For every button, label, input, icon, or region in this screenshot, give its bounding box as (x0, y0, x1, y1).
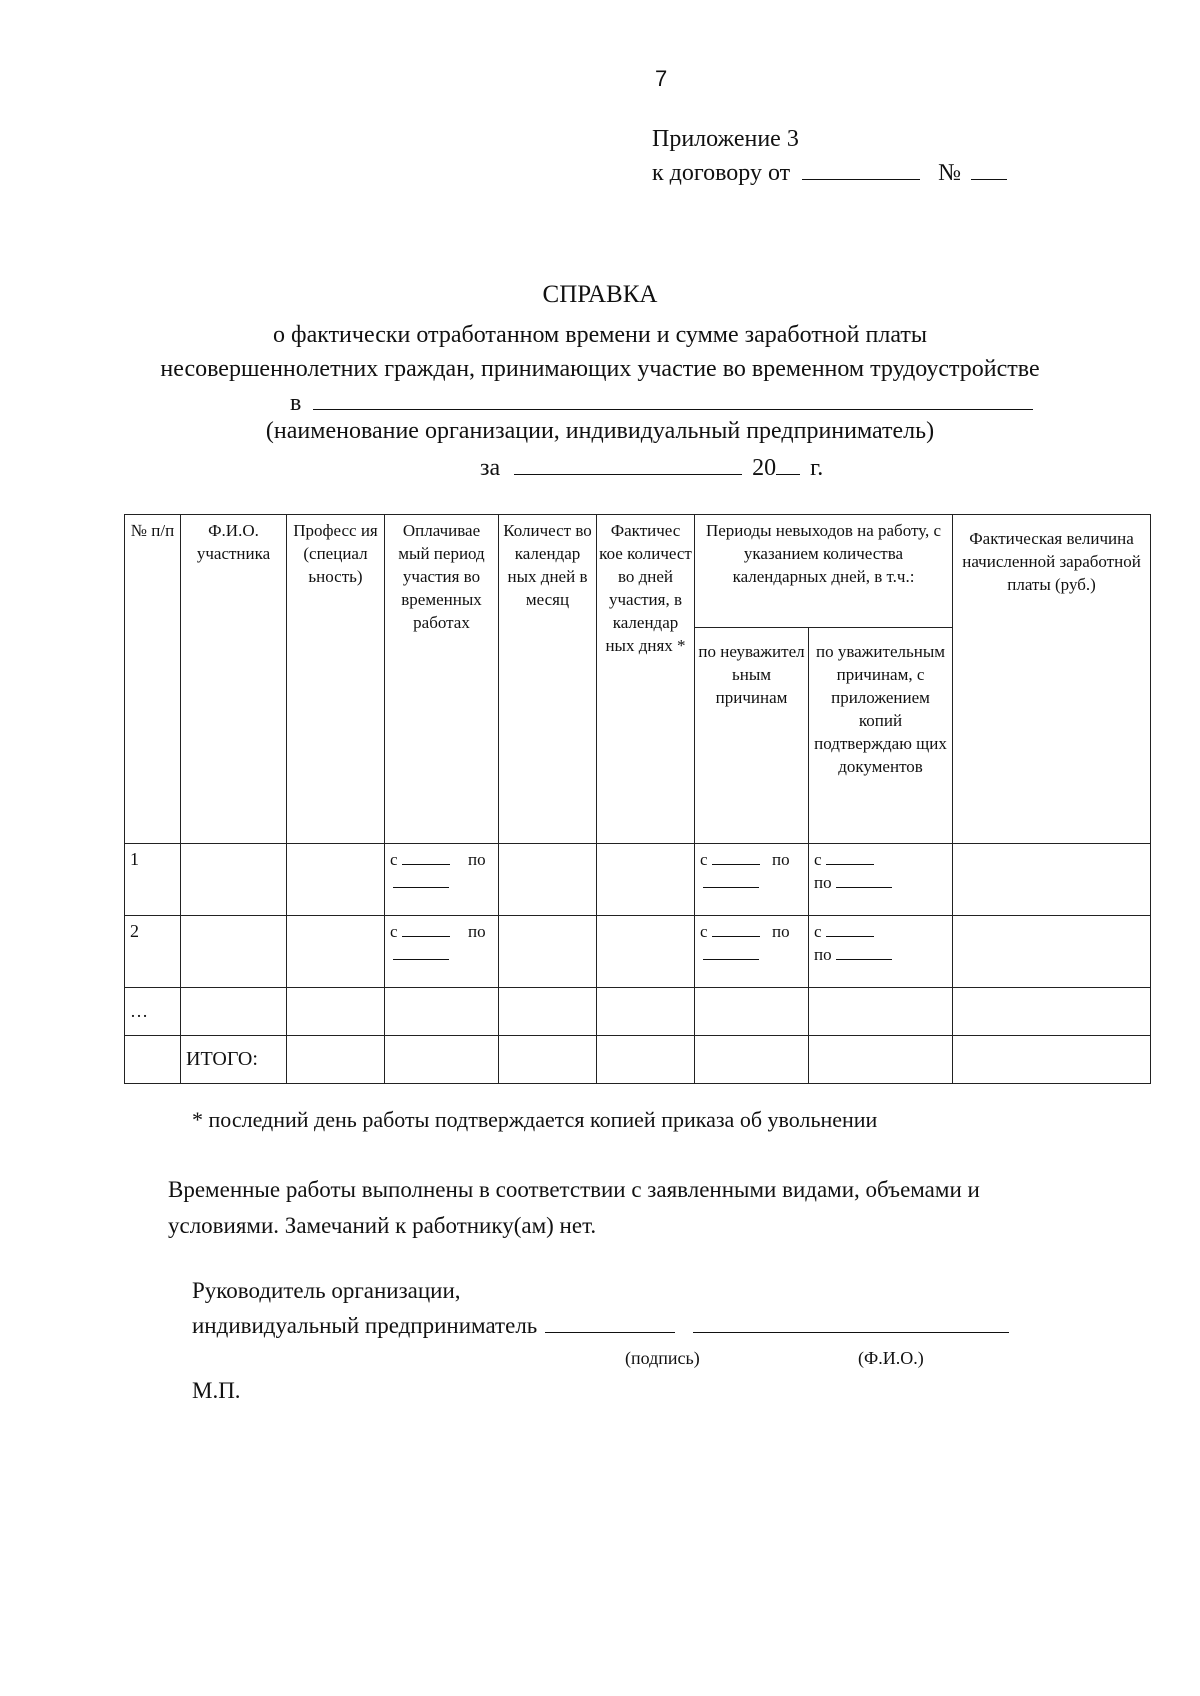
fio-cell[interactable] (181, 916, 287, 988)
header-absences-unexcused: по неуважител ьным причинам (695, 628, 809, 844)
total-cell[interactable] (385, 1036, 499, 1084)
empty-cell[interactable] (597, 988, 695, 1036)
document-title: СПРАВКА (542, 281, 658, 308)
header-days-in-month: Количест во календар ных дней в месяц (499, 515, 597, 844)
table-header-row-1 (125, 515, 1151, 628)
number-sign: № (938, 160, 962, 186)
table-row (125, 844, 1151, 916)
empty-cell[interactable] (499, 988, 597, 1036)
salary-cell[interactable] (953, 844, 1151, 916)
organization-blank (313, 387, 1033, 410)
empty-cell[interactable] (287, 988, 385, 1036)
profession-cell[interactable] (287, 844, 385, 916)
ellipsis: … (125, 988, 181, 1036)
empty-cell[interactable] (385, 988, 499, 1036)
header-actual-days: Фактичес кое количест во дней участия, в календар ных днях * (597, 515, 695, 844)
unexcused-cell[interactable]: с по (695, 844, 809, 916)
subtitle-line-2: несовершеннолетних граждан, принимающих участие во временном трудоустройстве (160, 356, 1040, 382)
salary-cell[interactable] (953, 916, 1151, 988)
row-number: 2 (125, 916, 181, 988)
appendix-block (652, 122, 1007, 190)
to-blank (393, 945, 449, 960)
total-cell[interactable] (287, 1036, 385, 1084)
name-caption: (Ф.И.О.) (858, 1348, 924, 1368)
header-profession: Професс ия (специал ьность) (287, 515, 385, 844)
contract-number-blank (971, 157, 1007, 180)
fio-cell[interactable] (181, 844, 287, 916)
to-blank (703, 945, 759, 960)
appendix-title: Приложение 3 (652, 126, 799, 152)
empty-cell[interactable] (181, 988, 287, 1036)
header-absences: Периоды невыходов на работу, с указанием количества календарных дней, в т.ч.: (695, 515, 953, 628)
page-number: 7 (655, 66, 668, 91)
year-blank (776, 452, 800, 475)
to-blank (836, 873, 892, 888)
report-table (124, 514, 1151, 1084)
actual-days-cell[interactable] (597, 916, 695, 988)
name-blank (693, 1312, 1009, 1333)
empty-cell[interactable] (953, 988, 1151, 1036)
from-blank (826, 922, 874, 937)
header-paid-period: Оплачивае мый период участия во временных работах (385, 515, 499, 844)
appendix-contract-line: к договору от № (652, 156, 1007, 190)
to-blank (703, 873, 759, 888)
empty-cell[interactable] (809, 988, 953, 1036)
total-cell[interactable] (499, 1036, 597, 1084)
actual-days-cell[interactable] (597, 844, 695, 916)
total-cell[interactable] (809, 1036, 953, 1084)
days-in-month-cell[interactable] (499, 844, 597, 916)
table-row-ellipsis (125, 988, 1151, 1036)
empty-cell (125, 1036, 181, 1084)
to-blank (393, 873, 449, 888)
paid-period-cell[interactable]: с по (385, 844, 499, 916)
excused-cell[interactable]: с по (809, 916, 953, 988)
conclusion-paragraph: Временные работы выполнены в соответствии с заявленными видами, объемами и условиями. Замечаний к работнику(ам) нет. (168, 1177, 980, 1238)
header-salary: Фактическая величина начисленной заработной платы (руб.) (953, 515, 1151, 844)
signatory-title: Руководитель организации, (192, 1278, 461, 1303)
header-num: № п/п (125, 515, 181, 844)
header-fio: Ф.И.О. участника (181, 515, 287, 844)
paid-period-cell[interactable]: с по (385, 916, 499, 988)
signatory-line: индивидуальный предприниматель (192, 1312, 1009, 1339)
from-blank (826, 850, 874, 865)
empty-cell[interactable] (695, 988, 809, 1036)
subtitle-line-1: о фактически отработанном времени и сумме заработной платы (273, 322, 927, 348)
header-absences-excused: по уважительным причинам, с приложением копий подтверждаю щих документов (809, 628, 953, 844)
total-cell[interactable] (597, 1036, 695, 1084)
footnote: * последний день работы подтверждается копией приказа об увольнении (192, 1107, 878, 1132)
signature-caption: (подпись) (625, 1348, 700, 1368)
period-blank (514, 452, 742, 475)
unexcused-cell[interactable]: с по (695, 916, 809, 988)
profession-cell[interactable] (287, 916, 385, 988)
excused-cell[interactable]: с по (809, 844, 953, 916)
from-blank (712, 850, 760, 865)
contract-date-blank (802, 157, 920, 180)
to-blank (836, 945, 892, 960)
days-in-month-cell[interactable] (499, 916, 597, 988)
row-number: 1 (125, 844, 181, 916)
organization-caption: (наименование организации, индивидуальный предприниматель) (265, 418, 935, 444)
table-row (125, 916, 1151, 988)
period-line: за 20 г. (480, 452, 823, 482)
total-label: ИТОГО: (181, 1036, 287, 1084)
stamp-place: М.П. (192, 1378, 241, 1403)
organization-line: в (290, 387, 1033, 417)
total-cell[interactable] (695, 1036, 809, 1084)
table-total-row (125, 1036, 1151, 1084)
signature-blank (545, 1312, 675, 1333)
from-blank (712, 922, 760, 937)
from-blank (402, 922, 450, 937)
total-cell[interactable] (953, 1036, 1151, 1084)
from-blank (402, 850, 450, 865)
